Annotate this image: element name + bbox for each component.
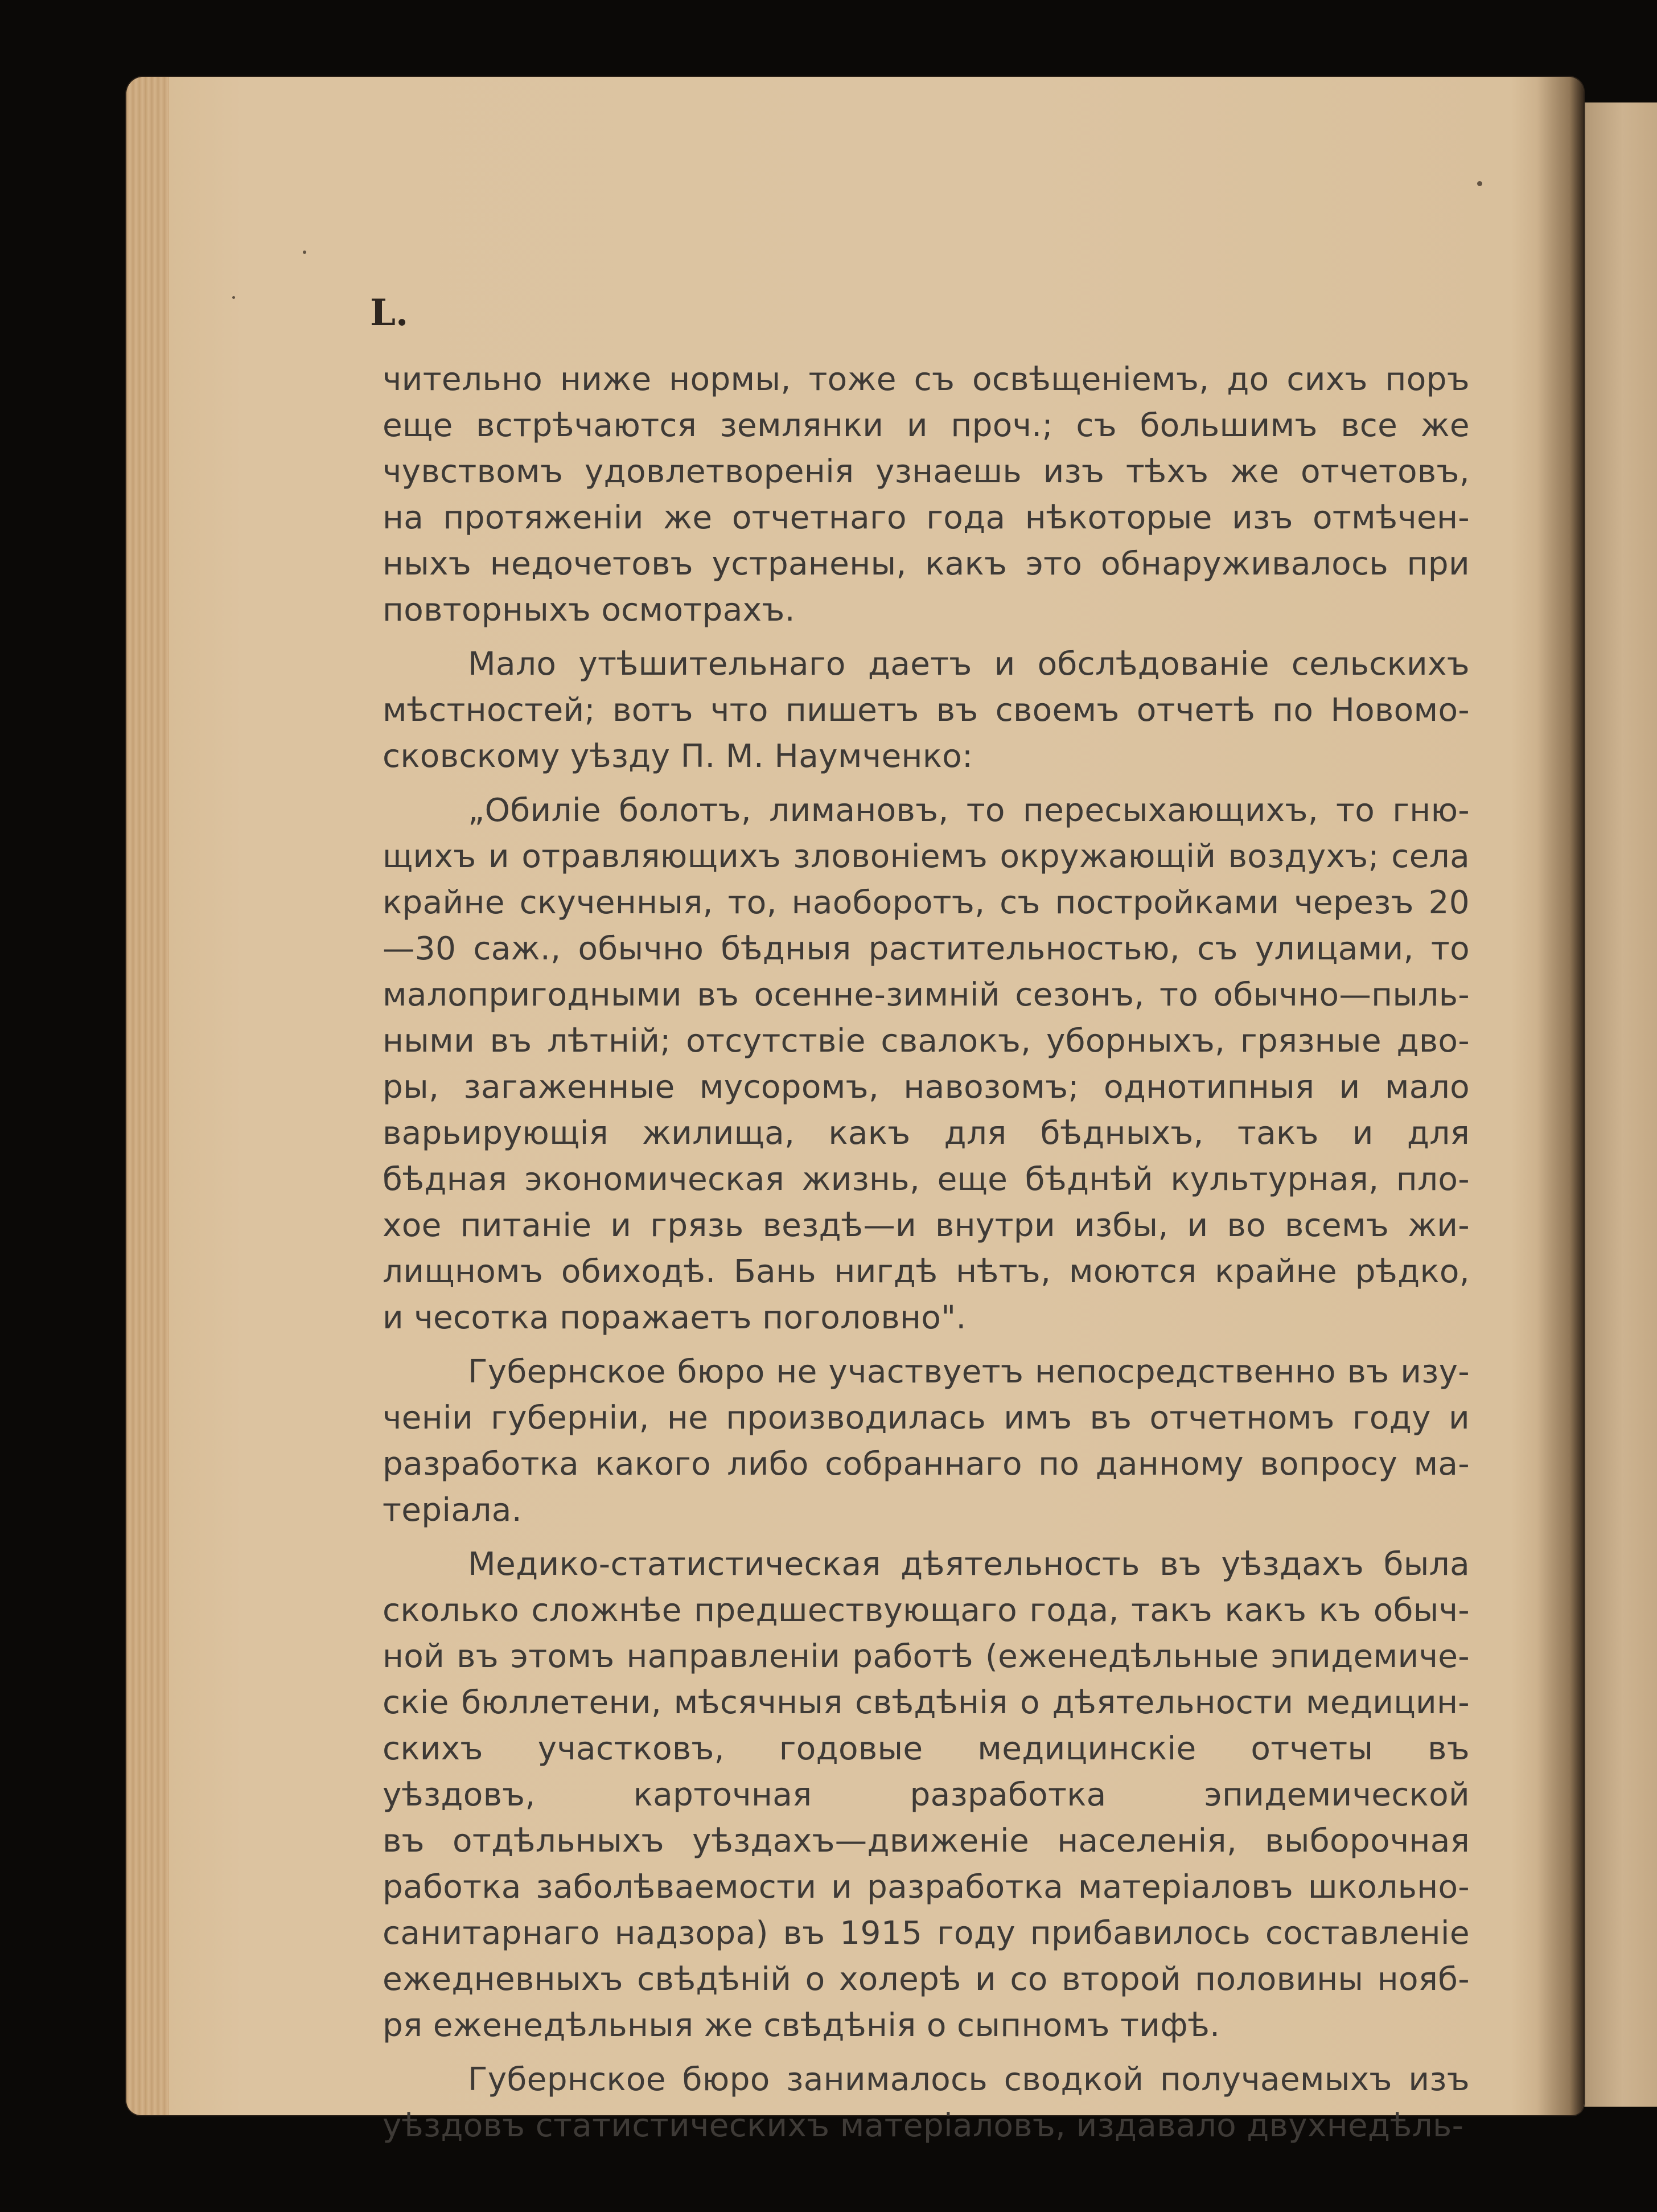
dust-speck	[1477, 181, 1482, 186]
text-line: варьирующія жилища, какъ для бѣдныхъ, такъ и для	[383, 1115, 1470, 1152]
text-line: Мало утѣшительнаго даетъ и обслѣдованіе сельскихъ	[468, 646, 1470, 683]
paragraph	[383, 787, 1470, 1341]
dust-speck	[303, 251, 306, 254]
text-line: скихъ участковъ, годовые медицинскіе отчеты въ	[383, 1730, 1470, 1767]
text-line: щихъ и отравляющихъ зловоніемъ окружающій воздухъ; села	[383, 838, 1470, 875]
text-line: чувствомъ удовлетворенія узнаешь изъ тѣхъ же отчетовъ,	[383, 453, 1470, 490]
text-line: сковскому уѣзду П. М. Наумченко:	[383, 738, 973, 775]
text-line: Губернское бюро не участвуетъ непосредственно въ изу-	[468, 1353, 1470, 1390]
text-line: въ отдѣльныхъ уѣздахъ—движеніе населенія, выборочная	[383, 1823, 1470, 1860]
paragraph	[383, 2057, 1470, 2149]
text-line: на протяженіи же отчетнаго года нѣкоторые изъ отмѣчен-	[383, 499, 1470, 536]
text-line: „Обиліе болотъ, лимановъ, то пересыхающихъ, то гню-	[468, 792, 1470, 829]
text-line: мѣстностей; вотъ что пишетъ въ своемъ отчетѣ по Новомо-	[383, 692, 1470, 729]
text-line: работка заболѣваемости и разработка матеріаловъ школьно-	[383, 1869, 1470, 1906]
paragraph	[383, 356, 1470, 633]
text-line: малопригодными въ осенне-зимній сезонъ, то обычно—пыль-	[383, 976, 1470, 1013]
adjacent-page-edge	[1571, 102, 1657, 2107]
paragraph	[383, 1349, 1470, 1533]
gutter-shadow	[1537, 77, 1584, 2115]
text-line: ной въ этомъ направленіи работѣ (еженедѣльные эпидемиче-	[383, 1638, 1470, 1675]
text-line: ченіи губерніи, не производилась имъ въ отчетномъ году и	[383, 1400, 1470, 1437]
text-line: еще встрѣчаются землянки и проч.; съ большимъ все же	[383, 407, 1470, 444]
text-line: скіе бюллетени, мѣсячныя свѣдѣнія о дѣятельности медицин-	[383, 1684, 1470, 1721]
text-line: —30 саж., обычно бѣдныя растительностью, съ улицами, то	[383, 930, 1470, 967]
text-line: повторныхъ осмотрахъ.	[383, 592, 795, 629]
text-line: уѣздовъ, карточная разработка эпидемической	[383, 1776, 1470, 1813]
paragraph	[383, 1541, 1470, 2049]
text-line: бѣдная экономическая жизнь, еще бѣднѣй культурная, пло-	[383, 1161, 1470, 1198]
text-line: и чесотка поражаетъ поголовно".	[383, 1299, 967, 1336]
text-line: чительно ниже нормы, тоже съ освѣщеніемъ, до сихъ поръ	[383, 361, 1470, 398]
text-line: разработка какого либо собраннаго по данному вопросу ма-	[383, 1446, 1470, 1483]
text-line: Губернское бюро занималось сводкой получаемыхъ изъ	[468, 2061, 1470, 2098]
text-line: крайне скученныя, то, наоборотъ, съ постройками черезъ 20	[383, 884, 1470, 921]
text-line: сколько сложнѣе предшествующаго года, такъ какъ къ обыч-	[383, 1592, 1470, 1629]
text-line: ныхъ недочетовъ устранены, какъ это обнаруживалось при	[383, 545, 1470, 582]
page-stack-edges	[126, 77, 169, 2115]
text-line: хое питаніе и грязь вездѣ—и внутри избы, и во всемъ жи-	[383, 1207, 1470, 1244]
text-line: ными въ лѣтній; отсутствіе свалокъ, уборныхъ, грязные дво-	[383, 1023, 1470, 1060]
text-line: санитарнаго надзора) въ 1915 году прибавилось составленіе	[383, 1915, 1470, 1952]
page-number: L.	[370, 292, 409, 334]
paragraph	[383, 641, 1470, 779]
text-line: ря еженедѣльныя же свѣдѣнія о сыпномъ тифѣ.	[383, 2007, 1220, 2044]
text-line: лищномъ обиходѣ. Бань нигдѣ нѣтъ, моются крайне рѣдко,	[383, 1253, 1470, 1290]
text-line: ры, загаженные мусоромъ, навозомъ; однотипныя и мало	[383, 1069, 1470, 1106]
text-line: ежедневныхъ свѣдѣній о холерѣ и со второй половины нояб-	[383, 1961, 1470, 1998]
text-line: теріала.	[383, 1492, 522, 1529]
text-line: Медико-статистическая дѣятельность въ уѣздахъ была	[468, 1546, 1470, 1583]
body-text	[383, 356, 1470, 2149]
dust-speck	[232, 296, 235, 299]
text-line: уѣздовъ статистическихъ матеріаловъ, издавало двухнедѣль-	[383, 2107, 1464, 2144]
